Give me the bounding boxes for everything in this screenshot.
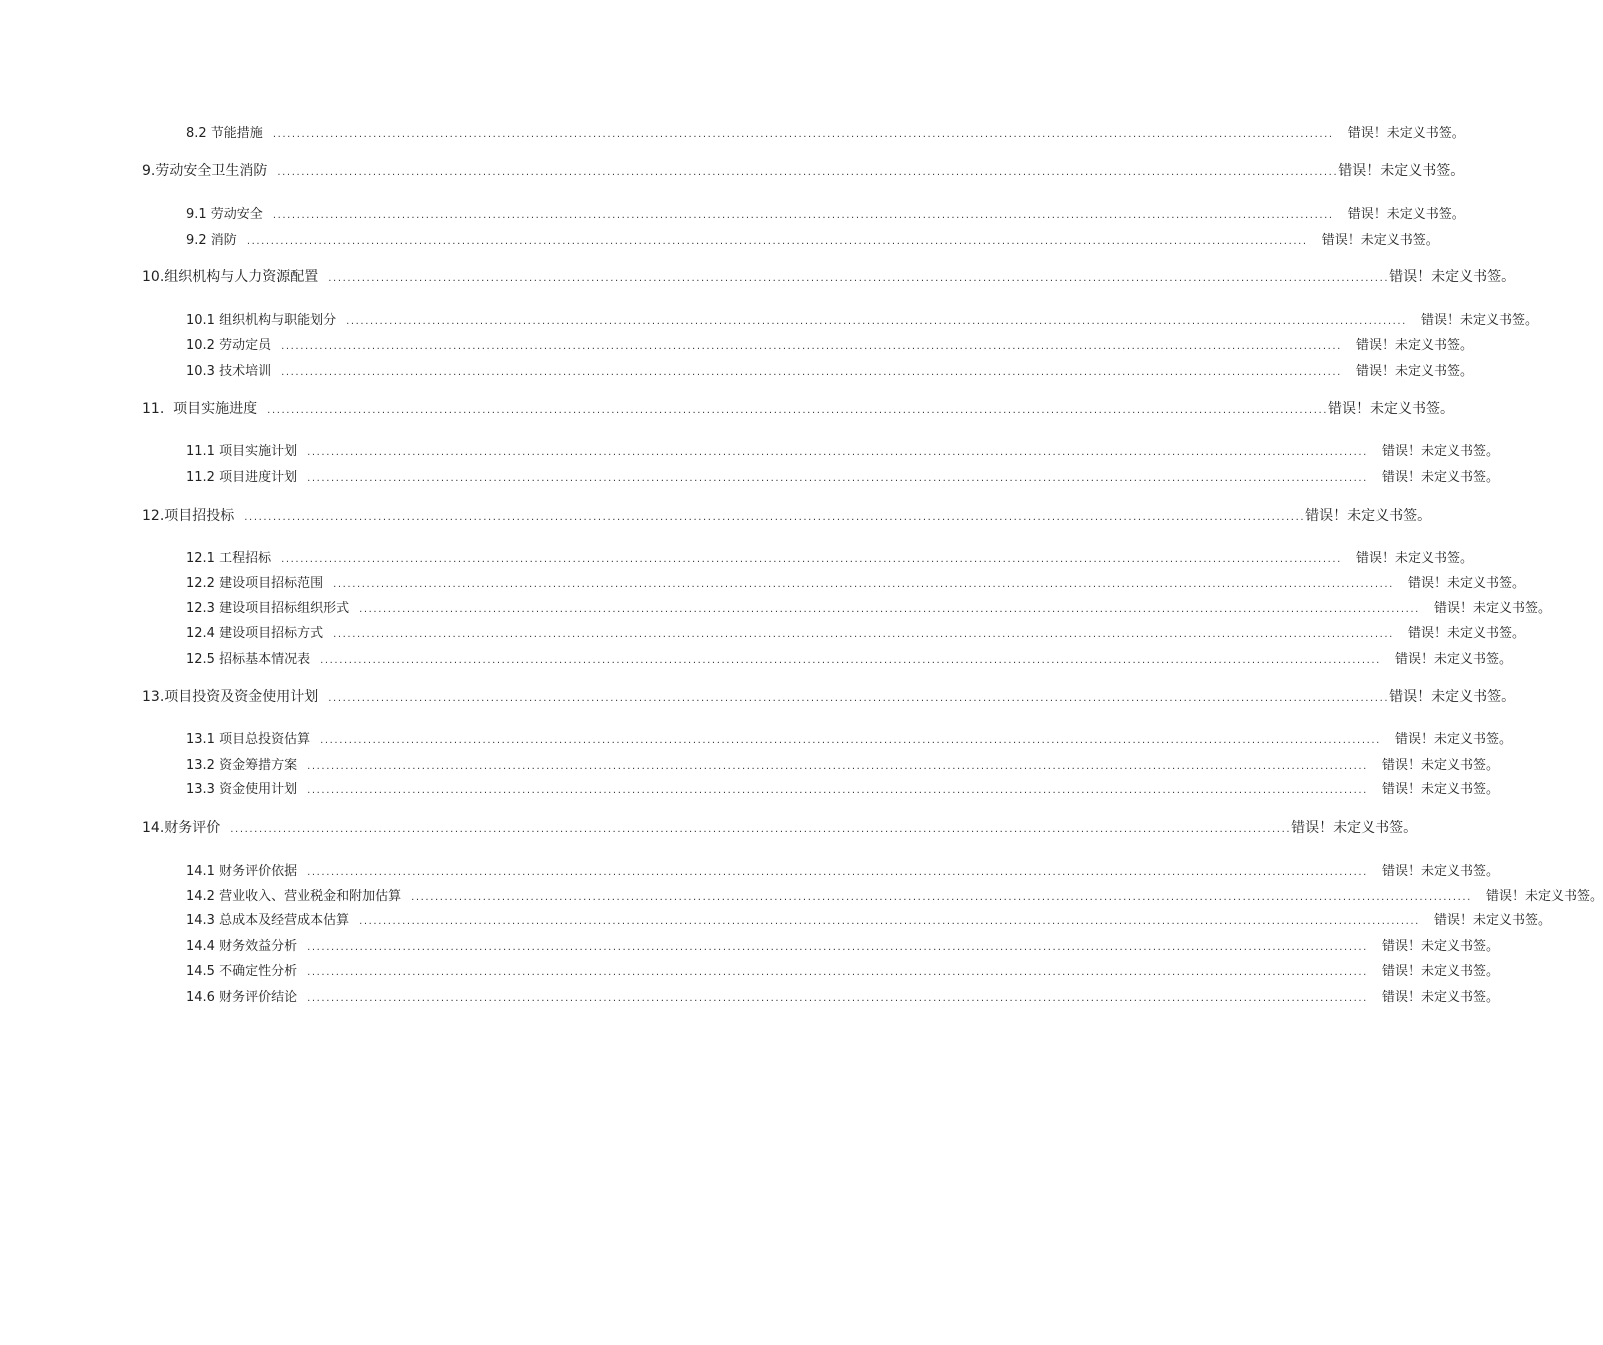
dot-leader: .............................................................................................................................................................................................................................. [307,942,1368,953]
toc-entry-11-1[interactable] [186,440,1499,459]
toc-entry-13-3[interactable] [186,778,1499,797]
entry-page-ref: 错误！未定义书签。 [1381,470,1499,485]
dot-leader: .............................................................................................................................................................................................................................. [320,655,1381,666]
entry-title: 12.4 建设项目招标方式 [186,626,324,641]
entry-page-ref: 错误！未定义书签。 [1394,732,1512,747]
dot-leader: .............................................................................................................................................................................................................................. [246,236,1308,247]
toc-entry-10-3[interactable] [186,360,1473,379]
dot-leader: .............................................................................................................................................................................................................................. [328,693,1390,704]
toc-entry-11-2[interactable] [186,466,1499,485]
entry-title: 11.1 项目实施计划 [186,444,298,459]
entry-page-ref: 错误！未定义书签。 [1381,939,1499,954]
entry-title: 10.组织机构与人力资源配置 [142,269,319,285]
dot-leader: .............................................................................................................................................................................................................................. [333,579,1394,590]
dot-leader: .............................................................................................................................................................................................................................. [320,735,1381,746]
toc-entry-10-2[interactable] [186,334,1473,353]
dot-leader: .............................................................................................................................................................................................................................. [281,341,1342,352]
entry-page-ref: 错误！未定义书签。 [1420,313,1538,328]
entry-page-ref: 错误！未定义书签。 [1291,820,1418,836]
toc-entry-12-5[interactable] [186,648,1512,667]
dot-leader: .............................................................................................................................................................................................................................. [307,867,1368,878]
entry-title: 12.2 建设项目招标范围 [186,576,324,591]
entry-title: 12.1 工程招标 [186,551,272,566]
toc-entry-13-1[interactable] [186,728,1512,747]
dot-leader: .............................................................................................................................................................................................................................. [277,167,1339,178]
entry-page-ref: 错误！未定义书签。 [1433,601,1551,616]
dot-leader: .............................................................................................................................................................................................................................. [244,512,1306,523]
toc-entry-12-3[interactable] [186,597,1551,616]
toc-entry-14-5[interactable] [186,960,1499,979]
dot-leader: .............................................................................................................................................................................................................................. [272,129,1334,140]
entry-title: 12.5 招标基本情况表 [186,652,311,667]
dot-leader: .............................................................................................................................................................................................................................. [359,604,1420,615]
toc-entry-13-2[interactable] [186,754,1499,773]
dot-leader: .............................................................................................................................................................................................................................. [281,367,1342,378]
entry-title: 8.2 节能措施 [186,126,263,141]
toc-entry-12-1[interactable] [186,547,1473,566]
entry-title: 14.6 财务评价结论 [186,990,298,1005]
entry-page-ref: 错误！未定义书签。 [1305,508,1432,524]
entry-title: 10.1 组织机构与职能划分 [186,313,337,328]
entry-page-ref: 错误！未定义书签。 [1328,401,1455,417]
entry-page-ref: 错误！未定义书签。 [1381,444,1499,459]
entry-page-ref: 错误！未定义书签。 [1433,913,1551,928]
dot-leader: .............................................................................................................................................................................................................................. [328,273,1390,284]
entry-title: 11. 项目实施进度 [142,401,258,417]
dot-leader: .............................................................................................................................................................................................................................. [359,916,1420,927]
entry-title: 10.3 技术培训 [186,364,272,379]
entry-title: 13.项目投资及资金使用计划 [142,689,319,705]
entry-title: 13.1 项目总投资估算 [186,732,311,747]
toc-entry-13[interactable] [142,686,1516,706]
toc-entry-14-2[interactable] [186,885,1603,904]
entry-page-ref: 错误！未定义书签。 [1407,576,1525,591]
toc-entry-11[interactable] [142,398,1455,418]
entry-title: 14.5 不确定性分析 [186,964,298,979]
entry-title: 9.1 劳动安全 [186,207,263,222]
toc-entry-14-1[interactable] [186,860,1499,879]
entry-title: 9.2 消防 [186,233,237,248]
entry-page-ref: 错误！未定义书签。 [1355,338,1473,353]
entry-page-ref: 错误！未定义书签。 [1485,889,1603,904]
entry-title: 10.2 劳动定员 [186,338,272,353]
dot-leader: .............................................................................................................................................................................................................................. [307,447,1368,458]
entry-title: 14.2 营业收入、营业税金和附加估算 [186,889,402,904]
dot-leader: .............................................................................................................................................................................................................................. [307,967,1368,978]
dot-leader: .............................................................................................................................................................................................................................. [272,210,1334,221]
entry-title: 14.4 财务效益分析 [186,939,298,954]
toc-entry-10-1[interactable] [186,309,1538,328]
toc-entry-12[interactable] [142,505,1432,525]
entry-page-ref: 错误！未定义书签。 [1347,126,1465,141]
toc-entry-9-1[interactable] [186,203,1465,222]
entry-page-ref: 错误！未定义书签。 [1355,364,1473,379]
entry-title: 9.劳动安全卫生消防 [142,163,268,179]
toc-entry-9[interactable] [142,160,1465,180]
toc-entry-14-4[interactable] [186,935,1499,954]
entry-page-ref: 错误！未定义书签。 [1389,689,1516,705]
dot-leader: .............................................................................................................................................................................................................................. [411,892,1472,903]
entry-title: 13.3 资金使用计划 [186,782,298,797]
dot-leader: .............................................................................................................................................................................................................................. [307,473,1368,484]
toc-entry-9-2[interactable] [186,229,1439,248]
dot-leader: .............................................................................................................................................................................................................................. [281,554,1342,565]
toc-entry-10[interactable] [142,266,1516,286]
toc-entry-14-3[interactable] [186,909,1551,928]
entry-title: 13.2 资金筹措方案 [186,758,298,773]
entry-page-ref: 错误！未定义书签。 [1389,269,1516,285]
toc-entry-14-6[interactable] [186,986,1499,1005]
entry-page-ref: 错误！未定义书签。 [1347,207,1465,222]
entry-title: 14.3 总成本及经营成本估算 [186,913,350,928]
entry-page-ref: 错误！未定义书签。 [1407,626,1525,641]
dot-leader: .............................................................................................................................................................................................................................. [267,405,1329,416]
entry-page-ref: 错误！未定义书签。 [1394,652,1512,667]
entry-title: 12.3 建设项目招标组织形式 [186,601,350,616]
entry-page-ref: 错误！未定义书签。 [1338,163,1465,179]
toc-entry-14[interactable] [142,817,1418,837]
dot-leader: .............................................................................................................................................................................................................................. [307,785,1368,796]
entry-page-ref: 错误！未定义书签。 [1355,551,1473,566]
entry-page-ref: 错误！未定义书签。 [1321,233,1439,248]
entry-page-ref: 错误！未定义书签。 [1381,864,1499,879]
entry-title: 14.财务评价 [142,820,221,836]
entry-title: 11.2 项目进度计划 [186,470,298,485]
entry-title: 12.项目招投标 [142,508,235,524]
dot-leader: .............................................................................................................................................................................................................................. [333,629,1394,640]
entry-page-ref: 错误！未定义书签。 [1381,964,1499,979]
entry-page-ref: 错误！未定义书签。 [1381,782,1499,797]
toc-entry-12-2[interactable] [186,572,1525,591]
entry-title: 14.1 财务评价依据 [186,864,298,879]
dot-leader: .............................................................................................................................................................................................................................. [307,993,1368,1004]
dot-leader: .............................................................................................................................................................................................................................. [230,824,1292,835]
dot-leader: .............................................................................................................................................................................................................................. [307,761,1368,772]
dot-leader: .............................................................................................................................................................................................................................. [346,316,1407,327]
toc-entry-8-2[interactable] [186,122,1465,141]
entry-page-ref: 错误！未定义书签。 [1381,758,1499,773]
toc-entry-12-4[interactable] [186,622,1525,641]
entry-page-ref: 错误！未定义书签。 [1381,990,1499,1005]
